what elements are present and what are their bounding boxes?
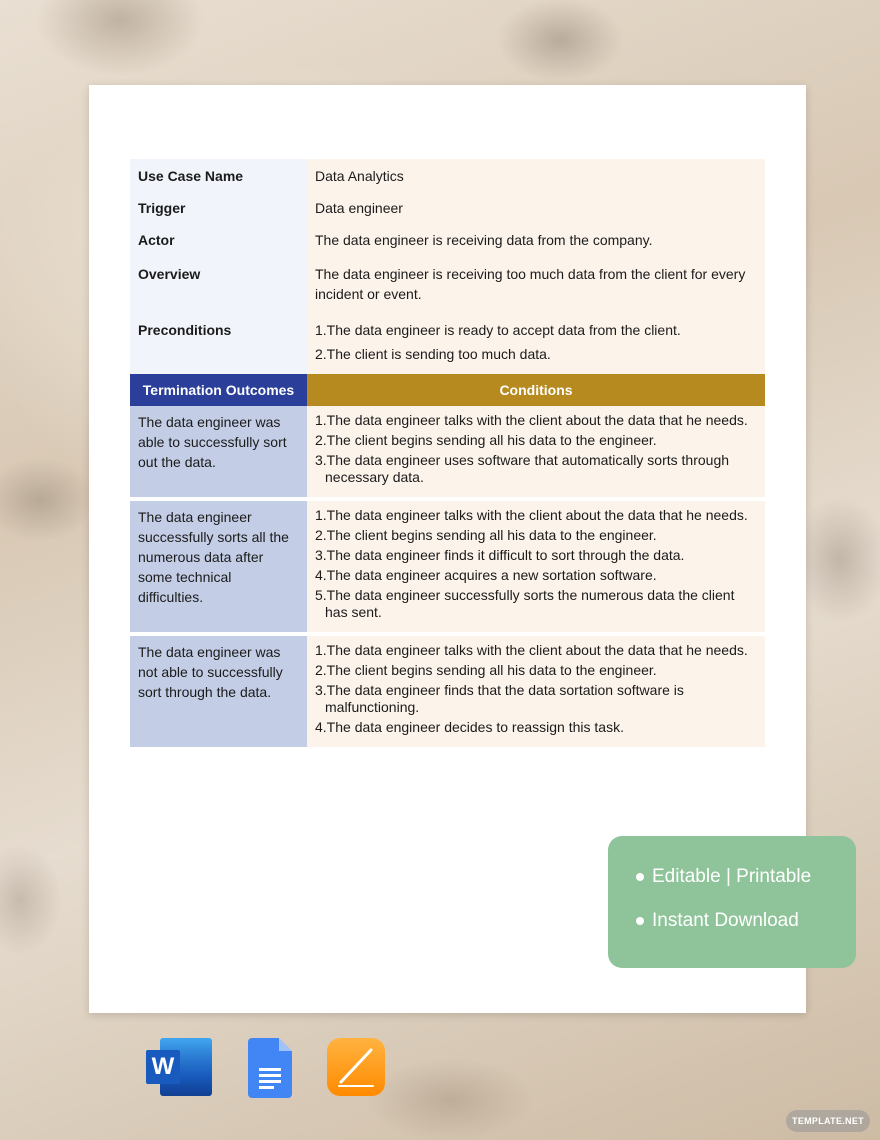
outcome-row bbox=[130, 501, 765, 636]
bullet-icon bbox=[636, 917, 644, 925]
value-overview: The data engineer is receiving too much data from the client for every incident or event. bbox=[307, 258, 765, 310]
outcomes-header-row bbox=[130, 374, 765, 406]
row-trigger bbox=[130, 192, 765, 224]
condition-item: 2.The client begins sending all his data to the engineer. bbox=[315, 662, 657, 678]
label-preconditions: Preconditions bbox=[130, 310, 307, 374]
badge-line-editable bbox=[636, 866, 856, 888]
outcome-conditions bbox=[307, 636, 765, 747]
row-overview bbox=[130, 258, 765, 310]
word-letter: W bbox=[146, 1050, 180, 1084]
badge-text-editable: Editable | Printable bbox=[652, 866, 812, 887]
header-conditions: Conditions bbox=[307, 374, 765, 406]
row-actor bbox=[130, 224, 765, 258]
outcome-text: The data engineer was able to successfully sort out the data. bbox=[130, 406, 307, 501]
outcome-conditions bbox=[307, 406, 765, 501]
pen-icon bbox=[327, 1038, 385, 1096]
outcome-text: The data engineer successfully sorts all the numerous data after some technical difficulties. bbox=[130, 501, 307, 636]
header-termination-outcomes: Termination Outcomes bbox=[130, 374, 307, 406]
value-trigger: Data engineer bbox=[307, 192, 765, 224]
condition-item: 1.The data engineer talks with the client about the data that he needs. bbox=[315, 507, 748, 523]
label-overview: Overview bbox=[130, 258, 307, 310]
label-trigger: Trigger bbox=[130, 192, 307, 224]
condition-item: 3.The data engineer uses software that automatically sorts through necessary data. bbox=[315, 452, 730, 485]
apple-pages-icon[interactable] bbox=[327, 1038, 385, 1096]
template-net-watermark: TEMPLATE.NET bbox=[786, 1110, 870, 1132]
google-docs-icon[interactable] bbox=[248, 1038, 292, 1098]
condition-item: 2.The client begins sending all his data to the engineer. bbox=[315, 527, 657, 543]
value-actor: The data engineer is receiving data from the company. bbox=[307, 224, 765, 258]
outcome-row bbox=[130, 406, 765, 501]
use-case-table bbox=[130, 159, 765, 747]
condition-item: 3.The data engineer finds it difficult to sort through the data. bbox=[315, 547, 685, 563]
condition-item: 1.The data engineer talks with the client about the data that he needs. bbox=[315, 642, 748, 658]
row-use-case-name bbox=[130, 159, 765, 192]
outcome-row bbox=[130, 636, 765, 747]
condition-item: 2.The client begins sending all his data to the engineer. bbox=[315, 432, 657, 448]
condition-item: 1.The data engineer talks with the client about the data that he needs. bbox=[315, 412, 748, 428]
label-actor: Actor bbox=[130, 224, 307, 258]
bullet-icon bbox=[636, 873, 644, 881]
condition-item: 5.The data engineer successfully sorts the numerous data the client has sent. bbox=[315, 587, 735, 620]
precondition-item: 2.The client is sending too much data. bbox=[315, 346, 551, 362]
condition-item: 4.The data engineer acquires a new sortation software. bbox=[315, 567, 657, 583]
label-use-case-name: Use Case Name bbox=[130, 159, 307, 192]
microsoft-word-icon[interactable] bbox=[146, 1038, 212, 1096]
value-preconditions bbox=[307, 310, 765, 374]
badge-line-download bbox=[636, 910, 856, 932]
badge-text-download: Instant Download bbox=[652, 910, 799, 931]
condition-item: 4.The data engineer decides to reassign this task. bbox=[315, 719, 624, 735]
condition-item: 3.The data engineer finds that the data sortation software is malfunctioning. bbox=[315, 682, 684, 715]
features-badge bbox=[608, 836, 856, 968]
value-use-case-name: Data Analytics bbox=[307, 159, 765, 192]
outcome-conditions bbox=[307, 501, 765, 636]
outcome-text: The data engineer was not able to successfully sort through the data. bbox=[130, 636, 307, 747]
row-preconditions bbox=[130, 310, 765, 374]
precondition-item: 1.The data engineer is ready to accept data from the client. bbox=[315, 322, 681, 338]
